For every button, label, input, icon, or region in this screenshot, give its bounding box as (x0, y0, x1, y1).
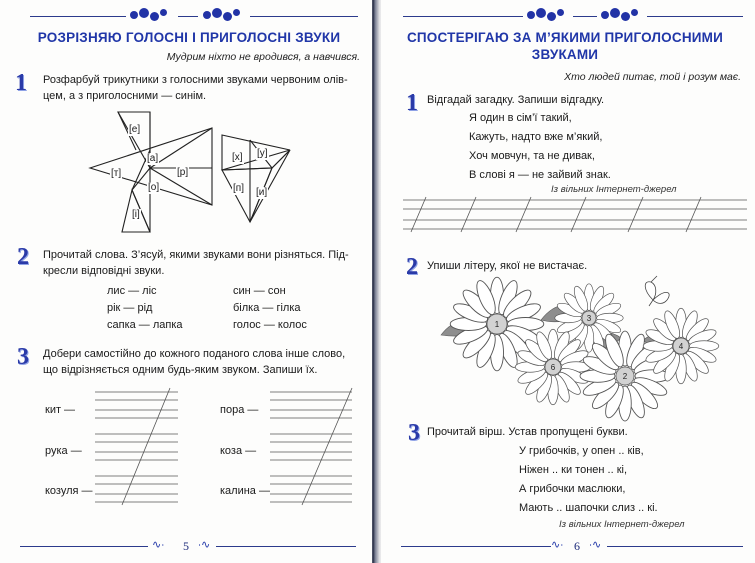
page-title: РОЗРІЗНЯЮ ГОЛОСНІ І ПРИГОЛОСНІ ЗВУКИ (37, 30, 341, 45)
flower-number: 6 (550, 363, 556, 372)
word-prompt: калина — (220, 485, 270, 497)
left-page (0, 0, 372, 563)
sound-label: [т] (111, 168, 122, 179)
motto: Хто людей питає, той і розум має. (564, 71, 741, 83)
riddle-line: В слові я — не зайвий знак. (469, 169, 611, 181)
word-prompt: рука — (45, 445, 82, 457)
sound-label: [о] (148, 182, 160, 193)
footer-ornament: ∙∿ (589, 539, 602, 551)
task-number: 1 (401, 90, 423, 116)
page-title-line2: ЗВУКАМИ (531, 47, 599, 62)
riddle-line: Хоч мовчун, та не дивак, (469, 150, 595, 162)
sound-label: [п] (233, 183, 244, 194)
word-pair[interactable]: сапка — лапка (107, 319, 183, 331)
right-page (381, 0, 755, 563)
page-title: СПОСТЕРІГАЮ ЗА М’ЯКИМИ ПРИГОЛОСНИМИ (406, 30, 724, 45)
word-prompt: козуля — (45, 485, 93, 497)
task3-text-line1: Добери самостійно до кожного поданого слова інше слово, (43, 348, 346, 360)
task2-text: Упиши літеру, якої не вистачає. (427, 260, 588, 272)
poem-line: Мають .. шапочки слиз .. кі. (519, 502, 658, 514)
word-pair[interactable]: рік — рід (107, 302, 153, 314)
task1-text-line2: цем, а з приголосними — синім. (43, 90, 207, 102)
flower-number: 4 (678, 342, 684, 351)
bottom-rule (607, 546, 743, 547)
bottom-rule (216, 546, 356, 547)
word-prompt: кит — (45, 404, 76, 416)
sound-label: [а] (147, 153, 159, 164)
sound-label: [р] (177, 167, 189, 178)
task-number: 2 (12, 244, 34, 270)
butterfly-icon (645, 276, 669, 306)
flower-number: 1 (494, 320, 500, 329)
page-number: 5 (183, 539, 189, 553)
task2-text-line2: кресли відповідні звуки. (43, 265, 165, 277)
sound-label: [е] (129, 124, 141, 135)
task1-text: Відгадай загадку. Запиши відгадку. (427, 94, 605, 106)
poem-line: У грибочків, у опен .. ків, (519, 445, 644, 457)
task2-text-line1: Прочитай слова. З’ясуй, якими звуками вони різняться. Під- (43, 249, 349, 261)
word-pair[interactable]: голос — колос (233, 319, 307, 331)
task-number: 3 (403, 420, 425, 446)
motto: Мудрим ніхто не вродився, а навчився. (166, 51, 360, 63)
writing-lines[interactable] (0, 0, 372, 563)
word-pair[interactable]: син — сон (233, 285, 286, 297)
task-number: 3 (12, 344, 34, 370)
task-number: 1 (10, 70, 32, 96)
footer-ornament: ∿∙ (152, 539, 165, 551)
task1-text-line1: Розфарбуй трикутники з голосними звуками червоним олів- (43, 74, 348, 86)
poem-line: Ніжен .. ки тонен .. кі, (519, 464, 628, 476)
riddle-line: Я один в сім’ї такий, (469, 112, 572, 124)
task-number: 2 (401, 254, 423, 280)
word-prompt: пора — (220, 404, 259, 416)
task3-text-line2: що відрізняється одним будь-яким звуком. Запиши їх. (43, 364, 318, 376)
flower-number: 3 (586, 314, 592, 323)
word-pair[interactable]: лис — ліс (107, 285, 157, 297)
sound-label: [и] (256, 187, 268, 198)
source-note: Із вільних Інтернет-джерел (559, 519, 685, 530)
riddle-line: Кажуть, надто вже м’який, (469, 131, 603, 143)
footer-ornament: ∿∙ (551, 539, 564, 551)
flower-number: 2 (622, 372, 628, 381)
task3-text: Прочитай вірш. Устав пропущені букви. (427, 426, 628, 438)
sound-label: [у] (257, 148, 268, 159)
source-note: Із вільних Інтернет-джерел (551, 184, 677, 195)
bottom-rule (401, 546, 551, 547)
footer-ornament: ∙∿ (198, 539, 211, 551)
sound-label: [х] (232, 152, 243, 163)
poem (519, 442, 658, 518)
poem-line: А грибочки маслюки, (519, 483, 626, 495)
bottom-rule (20, 546, 148, 547)
sound-label: [і] (132, 209, 140, 220)
word-prompt: коза — (220, 445, 257, 457)
word-pair[interactable]: білка — гілка (233, 302, 301, 314)
page-number: 6 (574, 539, 580, 553)
